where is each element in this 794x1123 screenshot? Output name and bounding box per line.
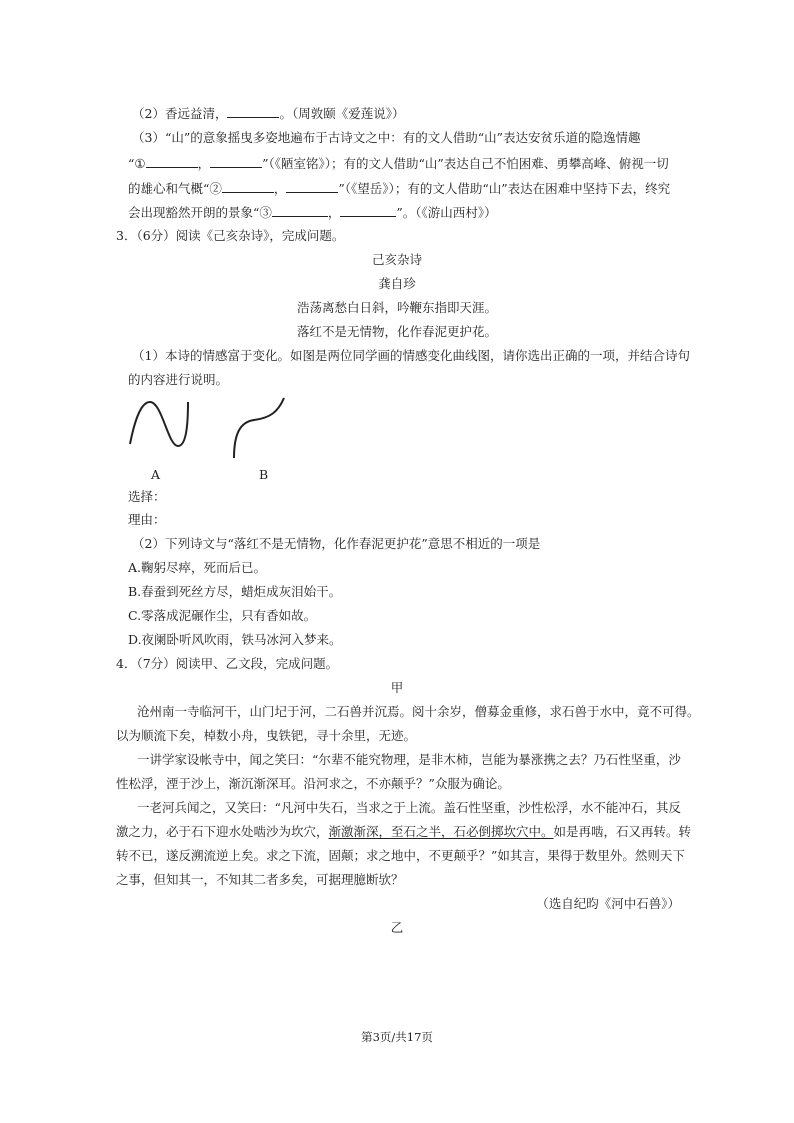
option-d: D.夜阑卧听风吹雨，铁马冰河入梦来。 [128, 632, 342, 647]
answer-blank-2a[interactable] [222, 180, 274, 193]
q2-item3-line1: （3）“山”的意象摇曳多姿地遍布于古诗文之中：有的文人借助“山”表达安贫乐道的隐逸情趣 [132, 130, 641, 145]
q3-sub1-line1: （1）本诗的情感富于变化。如图是两位同学画的情感变化曲线图，请你选出正确的一项，并结合诗句 [132, 348, 690, 363]
curve-a-label: A [151, 467, 161, 482]
answer-blank-3b[interactable] [340, 204, 396, 217]
answer-blank[interactable] [227, 105, 279, 118]
page-footer: 第3页/共17页 [361, 1030, 433, 1044]
answer-blank-3a[interactable] [272, 204, 328, 217]
passage-source: （选自纪昀《河中石兽》） [536, 896, 680, 911]
q3-header: 3．（6分）阅读《己亥杂诗》，完成问题。 [116, 228, 345, 243]
q3-sub1-line2: 的内容进行说明。 [128, 372, 229, 387]
passage-p3-line3: 转不已，遂反溯流逆上矣。求之下流，固颠；求之地中，不更颠乎？”如其言，果得于数里外。然则天下 [116, 848, 685, 863]
poem-title: 己亥杂诗 [371, 252, 422, 267]
answer-blank-2b[interactable] [286, 180, 338, 193]
option-b: B.春蚕到死丝方尽，蜡炬成灰泪始干。 [128, 584, 342, 599]
yi-title: 乙 [390, 920, 404, 935]
poem-line-1: 浩荡离愁白日斜，吟鞭东指即天涯。 [296, 300, 497, 315]
passage-p1-line2: 以为顺流下矣，棹数小舟，曳铁钯，寻十余里，无迹。 [116, 728, 417, 743]
q2-item3-line4: 会出现豁然开朗的景象“③ ， ”。（《游山西村》） [128, 205, 497, 220]
option-a: A.鞠躬尽瘁，死而后已。 [128, 560, 267, 575]
q3-sub2: （2）下列诗文与“落红不是无情物，化作春泥更护花”意思不相近的一项是 [132, 536, 541, 551]
q2-item3-line2: “① ， ”（《陋室铭》）；有的文人借助“山”表达自己不怕困难、勇攀高峰、俯视一切 [128, 156, 669, 171]
answer-blank-1b[interactable] [210, 155, 262, 168]
jia-title: 甲 [390, 680, 404, 695]
curve-b-line [234, 398, 284, 458]
passage-p3-line2: 激之力，必于石下迎水处啮沙为坎穴，渐激渐深，至石之半，石必倒掷坎穴中。如是再啮，石又再转。转 [116, 824, 692, 839]
curve-a-diagram [126, 396, 196, 454]
choice-label: 选择： [128, 489, 166, 504]
curve-b-label: B [259, 467, 269, 482]
option-c: C.零落成泥碾作尘，只有香如故。 [128, 608, 317, 623]
curve-b-diagram [228, 394, 294, 462]
poem-line-2: 落红不是无情物，化作春泥更护花。 [296, 324, 497, 339]
q4-header: 4．（7分）阅读甲、乙文段，完成问题。 [116, 656, 339, 671]
q2-item2: （2）香远益清， 。（周敦颐《爱莲说》） [132, 106, 405, 121]
passage-p3-line1: 一老河兵闻之，又笑曰：“凡河中失石，当求之于上流。盖石性坚重，沙性松浮，水不能冲石，其反 [137, 800, 681, 815]
answer-blank-1a[interactable] [146, 155, 198, 168]
poem-author: 龚自珍 [378, 276, 416, 291]
reason-label: 理由： [128, 512, 166, 527]
passage-p2-line1: 一讲学家设帐寺中，闻之笑曰：“尔辈不能究物理，是非木柿，岂能为暴涨携之去？乃石性坚重，沙 [137, 752, 681, 767]
passage-p1-line1: 沧州南一寺临河干，山门圮于河，二石兽并沉焉。阅十余岁，僧募金重修，求石兽于水中，竟不可得。 [137, 704, 700, 719]
q2-item3-line3: 的雄心和气概“② ， ”（《望岳》）；有的文人借助“山”表达在困难中坚持下去，终究 [128, 181, 671, 196]
curve-a-line [130, 402, 188, 446]
underlined-sentence: 渐激渐深，至石之半，石必倒掷坎穴中。 [328, 824, 554, 839]
passage-p3-line4: 之事，但知其一，不知其二者多矣，可据理臆断欤？ [116, 872, 404, 887]
passage-p2-line2: 性松浮，湮于沙上，渐沉渐深耳。沿河求之，不亦颠乎？”众服为确论。 [116, 776, 510, 791]
